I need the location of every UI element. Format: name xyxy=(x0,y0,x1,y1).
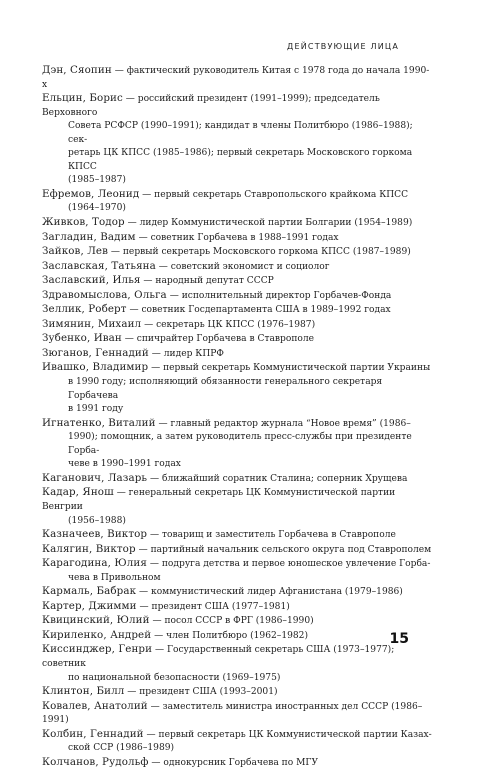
page-number: 15 xyxy=(389,631,409,647)
entry-line xyxy=(42,64,434,92)
character-entry xyxy=(42,417,434,472)
entry-description: — первый секретарь Московского горкома КПСС (1987–1989) xyxy=(110,247,411,258)
entry-line xyxy=(42,486,434,514)
entry-description: — лидер Коммунистической партии Болгарии (1954–1989) xyxy=(127,218,413,229)
character-entry xyxy=(42,756,434,770)
entry-line xyxy=(42,728,434,743)
character-entry xyxy=(42,629,434,644)
entry-name: Киссинджер, Генри xyxy=(42,643,153,656)
entry-description: (1956–1988) xyxy=(68,515,126,526)
entry-line xyxy=(42,318,434,333)
character-entry xyxy=(42,188,434,216)
character-entry xyxy=(42,585,434,600)
entry-line xyxy=(42,289,434,304)
entry-line xyxy=(42,528,434,543)
character-entry xyxy=(42,216,434,231)
entry-line xyxy=(42,174,434,188)
entry-description: — президент США (1977–1981) xyxy=(139,601,290,612)
entry-line xyxy=(42,332,434,347)
entry-name: Ковалев, Анатолий xyxy=(42,699,148,712)
entry-name: Кадар, Янош xyxy=(42,486,114,499)
entry-name: Зубенко, Иван xyxy=(42,332,122,345)
entry-description: — товарищ и заместитель Горбачева в Ставрополе xyxy=(150,530,396,541)
entry-line xyxy=(42,245,434,260)
entry-description: — посол СССР в ФРГ (1986–1990) xyxy=(152,616,314,627)
entry-line xyxy=(42,347,434,362)
entry-name: Картер, Джимми xyxy=(42,599,137,612)
entry-name: Колбин, Геннадий xyxy=(42,727,144,740)
entry-line xyxy=(42,376,434,403)
entry-description: — фактический руководитель Китая с 1978 года до начала 1990-х xyxy=(42,66,430,90)
entry-name: Ельцин, Борис xyxy=(42,92,123,105)
entry-description: — спичрайтер Горбачева в Ставрополе xyxy=(124,334,315,345)
entry-line xyxy=(42,188,434,203)
entry-description: — первый секретарь Ставропольского крайкома КПСС xyxy=(142,189,409,200)
character-entry xyxy=(42,318,434,333)
character-entry xyxy=(42,260,434,275)
entry-line xyxy=(42,600,434,615)
entry-description: — советский экономист и социолог xyxy=(158,261,330,272)
entry-name: Ивашко, Владимир xyxy=(42,361,149,374)
entry-description: 1990); помощник, а затем руководитель пресс-службы при президенте Горба- xyxy=(68,432,412,456)
entry-line xyxy=(42,572,434,586)
character-entry xyxy=(42,303,434,318)
entry-line xyxy=(42,303,434,318)
entry-name: Кириленко, Андрей xyxy=(42,628,152,641)
character-entry xyxy=(42,685,434,700)
character-list xyxy=(42,64,434,770)
character-entry xyxy=(42,472,434,487)
entry-line xyxy=(42,216,434,231)
character-entry xyxy=(42,92,434,188)
entry-description: ской ССР (1986–1989) xyxy=(68,743,175,754)
entry-line xyxy=(42,231,434,246)
entry-description: — президент США (1993–2001) xyxy=(127,687,278,698)
entry-description: ретарь ЦК КПСС (1985–1986); первый секретарь Московского горкома КПСС xyxy=(68,148,413,172)
entry-line xyxy=(42,543,434,558)
entry-line xyxy=(42,202,434,216)
entry-description: в 1991 году xyxy=(68,404,124,415)
entry-description: — лидер КПРФ xyxy=(151,348,224,359)
entry-line xyxy=(42,672,434,686)
character-entry xyxy=(42,289,434,304)
entry-name: Колчанов, Рудольф xyxy=(42,755,149,768)
entry-line xyxy=(42,585,434,600)
character-entry xyxy=(42,543,434,558)
entry-description: чеве в 1990–1991 годах xyxy=(68,459,181,470)
entry-line xyxy=(42,458,434,472)
entry-description: — член Политбюро (1962–1982) xyxy=(154,630,309,641)
entry-description: (1985–1987) xyxy=(68,175,126,186)
entry-name: Карагодина, Юлия xyxy=(42,557,147,570)
character-entry xyxy=(42,64,434,92)
entry-line xyxy=(42,700,434,728)
running-header: ДЕЙСТВУЮЩИЕ ЛИЦА xyxy=(287,42,399,51)
entry-description: — генеральный секретарь ЦК Коммунистической партии Венгрии xyxy=(42,488,396,512)
entry-description: — однокурсник Горбачева по МГУ xyxy=(151,757,319,768)
entry-line xyxy=(42,260,434,275)
entry-line xyxy=(42,147,434,174)
character-entry xyxy=(42,361,434,416)
entry-line xyxy=(42,756,434,770)
entry-description: — первый секретарь Коммунистической партии Украины xyxy=(151,363,431,374)
entry-description: — коммунистический лидер Афганистана (1979–1986) xyxy=(139,587,403,598)
entry-line xyxy=(42,431,434,458)
entry-line xyxy=(42,643,434,671)
character-entry xyxy=(42,332,434,347)
entry-line xyxy=(42,614,434,629)
entry-name: Загладин, Вадим xyxy=(42,230,136,243)
entry-line xyxy=(42,629,434,644)
entry-name: Каганович, Лазарь xyxy=(42,471,148,484)
character-entry xyxy=(42,274,434,289)
character-entry xyxy=(42,557,434,585)
entry-line xyxy=(42,417,434,432)
entry-line xyxy=(42,274,434,289)
entry-line xyxy=(42,685,434,700)
entry-name: Калягин, Виктор xyxy=(42,542,136,555)
entry-name: Ефремов, Леонид xyxy=(42,187,140,200)
character-entry xyxy=(42,728,434,756)
character-entry xyxy=(42,528,434,543)
entry-name: Дэн, Сяопин xyxy=(42,64,112,76)
character-entry xyxy=(42,600,434,615)
entry-description: — российский президент (1991–1999); председатель Верховного xyxy=(42,94,380,118)
entry-line xyxy=(42,472,434,487)
entry-description: — Государственный секретарь США (1973–1977); советник xyxy=(42,645,395,669)
entry-line xyxy=(42,742,434,756)
entry-name: Клинтон, Билл xyxy=(42,685,125,698)
entry-description: — исполнительный директор Горбачев-Фонда xyxy=(169,290,392,301)
entry-description: (1964–1970) xyxy=(68,203,126,214)
entry-description: — первый секретарь ЦК Коммунистической партии Казах- xyxy=(146,729,432,740)
entry-name: Живков, Тодор xyxy=(42,216,125,229)
entry-line xyxy=(42,92,434,120)
entry-description: — народный депутат СССР xyxy=(143,276,274,287)
character-entry xyxy=(42,347,434,362)
character-entry xyxy=(42,643,434,685)
character-entry xyxy=(42,700,434,728)
character-entry xyxy=(42,231,434,246)
entry-line xyxy=(42,120,434,147)
entry-description: — подруга детства и первое юношеское увлечение Горба- xyxy=(149,559,431,570)
entry-name: Зюганов, Геннадий xyxy=(42,346,149,359)
entry-description: в 1990 году; исполняющий обязанности генерального секретаря Горбачева xyxy=(68,377,383,401)
entry-description: чева в Привольном xyxy=(68,572,161,583)
entry-name: Квицинский, Юлий xyxy=(42,614,150,627)
entry-name: Зимянин, Михаил xyxy=(42,317,142,330)
entry-name: Кармаль, Бабрак xyxy=(42,585,137,598)
entry-description: — главный редактор журнала “Новое время” (1986– xyxy=(158,418,411,429)
entry-line xyxy=(42,403,434,417)
entry-line xyxy=(42,361,434,376)
entry-description: — секретарь ЦК КПСС (1976–1987) xyxy=(144,319,316,330)
character-entry xyxy=(42,245,434,260)
entry-name: Зайков, Лев xyxy=(42,245,108,258)
character-entry xyxy=(42,486,434,528)
character-entry xyxy=(42,614,434,629)
entry-description: — партийный начальник сельского округа под Ставрополем xyxy=(138,544,432,555)
entry-line xyxy=(42,557,434,572)
entry-description: по национальной безопасности (1969–1975) xyxy=(68,672,281,683)
entry-line xyxy=(42,515,434,529)
entry-description: — советник Госдепартамента США в 1989–1992 годах xyxy=(129,305,391,316)
entry-name: Здравомыслова, Ольга xyxy=(42,288,167,301)
entry-description: — заместитель министра иностранных дел СССР (1986–1991) xyxy=(42,701,423,726)
entry-name: Игнатенко, Виталий xyxy=(42,416,156,429)
entry-name: Казначеев, Виктор xyxy=(42,528,148,541)
entry-description: Совета РСФСР (1990–1991); кандидат в члены Политбюро (1986–1988); сек- xyxy=(68,121,413,145)
entry-description: — советник Горбачева в 1988–1991 годах xyxy=(138,232,339,243)
entry-name: Зеллик, Роберт xyxy=(42,303,127,316)
entry-description: — ближайший соратник Сталина; соперник Хрущева xyxy=(150,473,408,484)
entry-name: Заславский, Илья xyxy=(42,274,141,287)
entry-name: Заславская, Татьяна xyxy=(42,259,156,272)
